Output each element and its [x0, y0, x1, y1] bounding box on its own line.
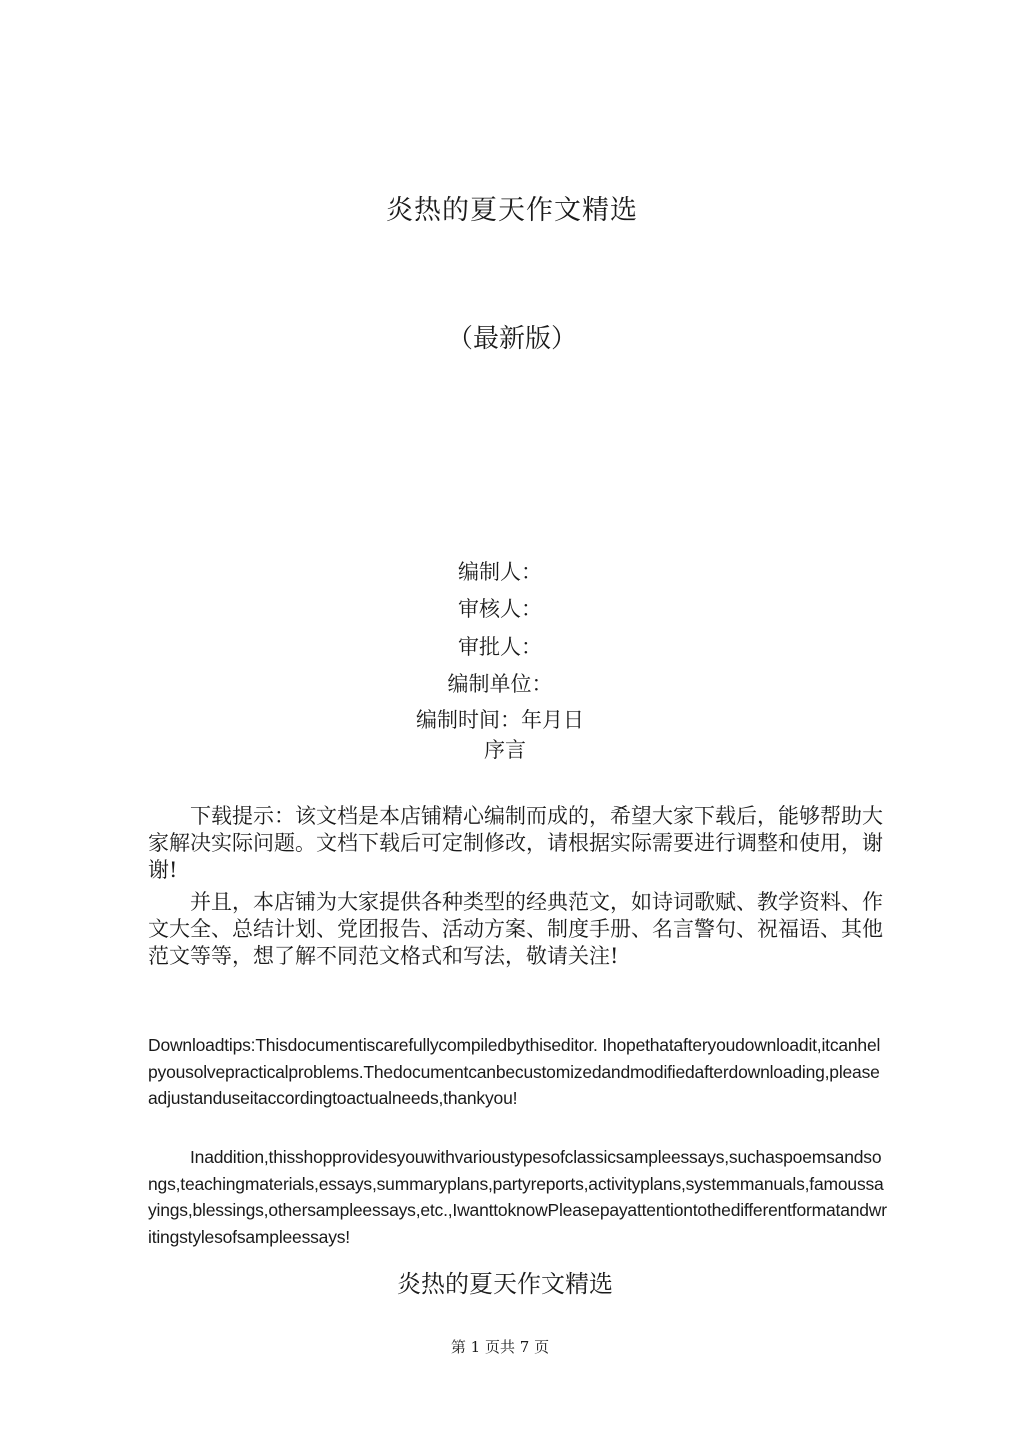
page-footer: 第 1 页共 7 页	[450, 1338, 550, 1356]
sample-essays-text-cn: 并且，本店铺为大家提供各种类型的经典范文，如诗词歌赋、教学资料、作文大全、总结计划、党团报告、活动方案、制度手册、名言警句、祝福语、其他范文等等，想了解不同范文格式和写法，敬请关注!	[148, 890, 883, 968]
document-title: 炎热的夏天作文精选	[386, 195, 638, 226]
meta-compiler: 编制人：	[458, 560, 542, 584]
sample-essays-text-en: Inaddition,thisshopprovidesyouwithvarioustypesofclassicsampleessays,suchaspoemsandsongs,teachingmaterials,essays,summaryplans,partyreports,activityplans,systemmanuals,famoussayings,blessings,othersampleessays,etc.,IwanttoknowPleasepayattentiontothedifferentformatandwritingstylesofsampleessays!	[148, 1147, 887, 1247]
sample-essays-paragraph-cn	[148, 889, 888, 970]
download-tip-text-en: Downloadtips:Thisdocumentiscarefullycompiledbythiseditor. Ihopethatafteryoudownloadit,itcanhelpyousolvepracticalproblems.Thedocumentcanbecustomizedandmodifiedafterdownloading,pleaseadjustanduseitaccordingtoactualneeds,thankyou!	[148, 1035, 881, 1108]
sample-essays-paragraph-en	[148, 1144, 888, 1250]
meta-unit: 编制单位：	[447, 672, 553, 696]
download-tip-paragraph-en	[148, 1032, 888, 1112]
meta-time: 编制时间：年月日	[416, 708, 584, 732]
download-tip-paragraph-cn	[148, 803, 888, 884]
meta-approver: 审批人：	[458, 635, 542, 659]
essay-title: 炎热的夏天作文精选	[397, 1270, 613, 1298]
edition-label: （最新版）	[446, 324, 577, 354]
meta-reviewer: 审核人：	[458, 597, 542, 621]
preface-heading: 序言	[484, 738, 526, 762]
download-tip-text-cn: 下载提示：该文档是本店铺精心编制而成的，希望大家下载后，能够帮助大家解决实际问题。文档下载后可定制修改，请根据实际需要进行调整和使用，谢谢!	[148, 804, 883, 882]
